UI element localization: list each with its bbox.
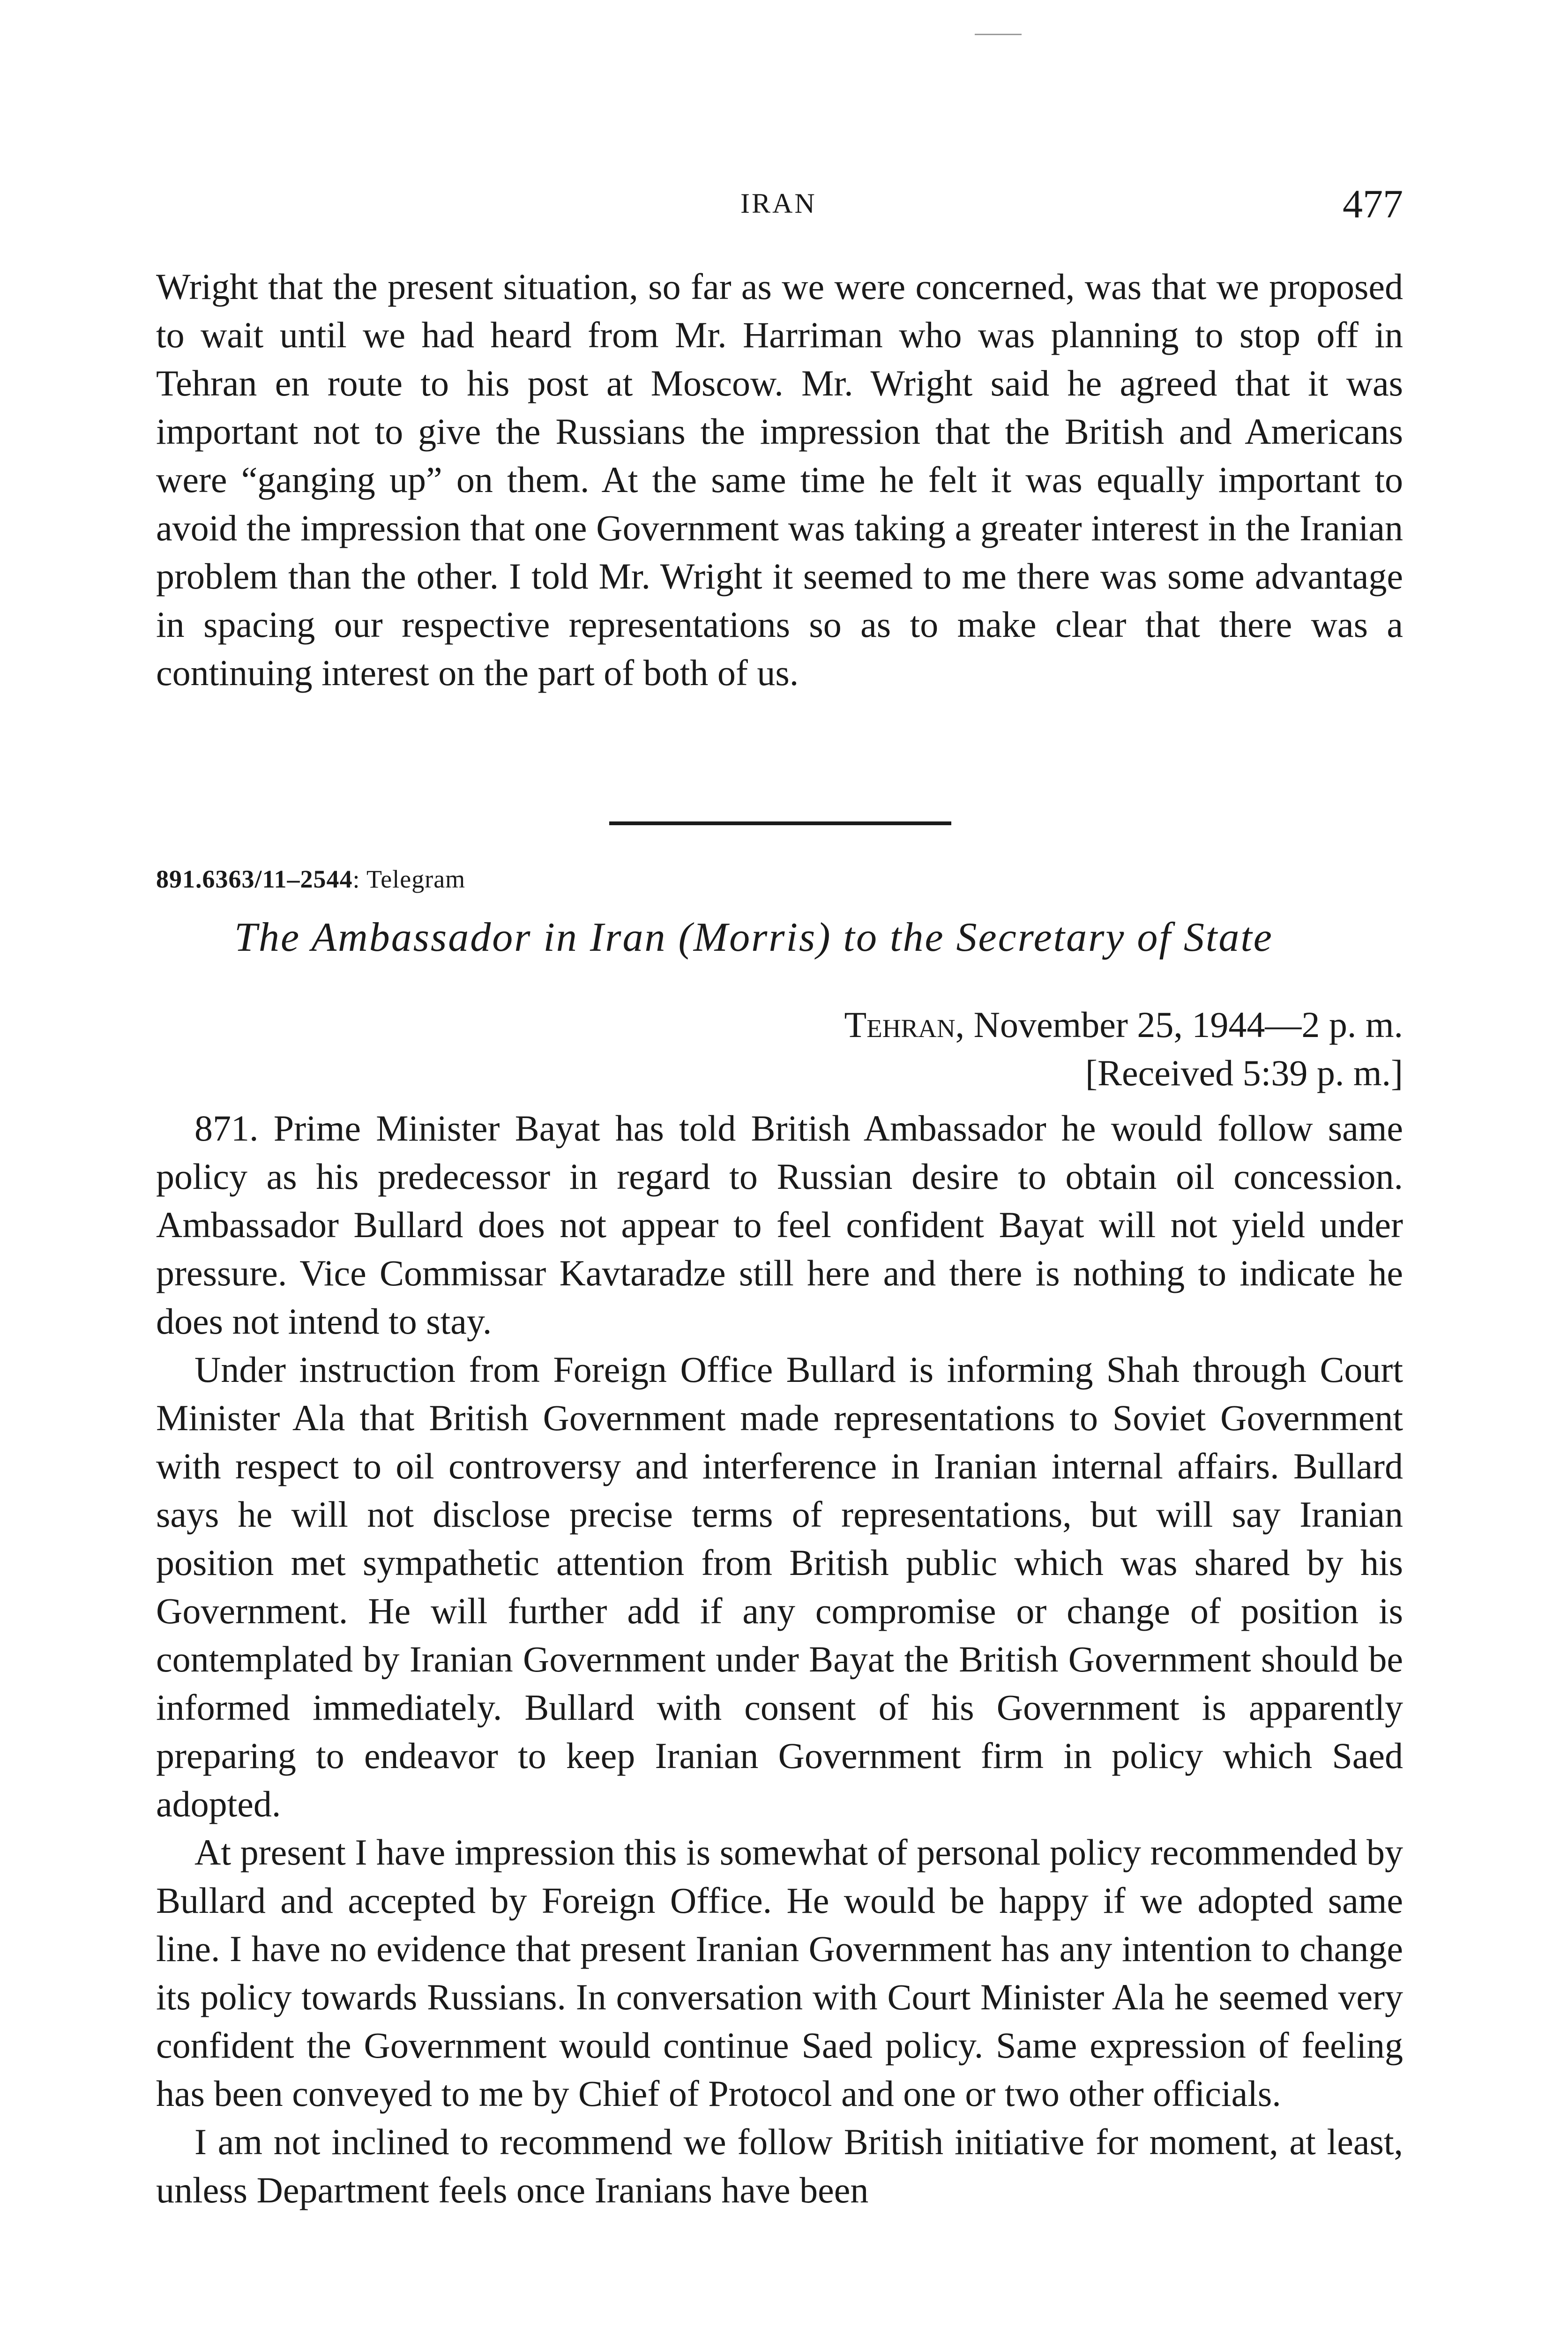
intro-paragraph: Wright that the present situation, so far as we were concerned, was that we proposed to wait until we had heard from Mr. Harriman who was planning to stop off in Tehran en route to his post at Moscow. Mr. Wright said he agreed that it was important not to give the Russians the impression that the British and Americans were “ganging up” on them. At the same time he felt it was equally important to avoid the impression that one Government was taking a greater interest in the Iranian problem than the other. I told Mr. Wright it seemed to me there was some advantage in spacing our respective representations so as to make clear that there was a continuing interest on the part of both of us. (156, 266, 1403, 693)
telegram-paragraph: Under instruction from Foreign Office Bullard is informing Shah through Court Minister Ala that British Government made representations to Soviet Government with respect to oil controversy and interference in Iranian internal affairs. Bullard says he will not disclose precise terms of representations, but will say Iranian position met sympathetic attention from British public which was shared by his Government. He will further add if any compromise or change of position is contemplated by Iranian Government under Bayat the British Government should be informed immediately. Bullard with consent of his Government is apparently preparing to endeavor to keep Iranian Government firm in policy which Saed adopted. (156, 1349, 1403, 1824)
telegram-paragraph: I am not inclined to recommend we follow British initiative for moment, at least, unless Department feels once Iranians have been (156, 2121, 1403, 2210)
dateline (844, 1000, 1403, 1097)
telegram-paragraph: 871. Prime Minister Bayat has told British Ambassador he would follow same policy as his predecessor in regard to Russian desire to obtain oil concession. Ambassador Bullard does not appear to feel confident Bayat will not yield under pressure. Vice Commissar Kavtaradze still here and there is nothing to indicate he does not intend to stay. (156, 1108, 1403, 1342)
page-top-mark (975, 34, 1022, 35)
file-number: 891.6363/11–2544 (156, 865, 353, 893)
page-number: 477 (1343, 181, 1403, 226)
telegram-body (156, 1104, 1403, 2214)
document-title: The Ambassador in Iran (Morris) to the Secretary of State (234, 915, 1273, 960)
document-reference (156, 865, 465, 894)
dateline-sent (844, 1000, 1403, 1049)
dateline-date: , November 25, 1944—2 p. m. (955, 1004, 1403, 1045)
section-divider (609, 821, 951, 825)
dateline-received: [Received 5:39 p. m.] (1085, 1052, 1403, 1093)
intro-paragraph-block (156, 262, 1403, 697)
telegram-paragraph: At present I have impression this is somewhat of personal policy recommended by Bullard and accepted by Foreign Office. He would be happy if we adopted same line. I have no evidence that present Iranian Government has any intention to change its policy towards Russians. In conversation with Court Minister Ala he seemed very confident the Government would continue Saed policy. Same expression of feeling has been conveyed to me by Chief of Protocol and one or two other officials. (156, 1832, 1403, 2114)
dateline-place: Tehran (844, 1004, 956, 1045)
running-head: IRAN (740, 188, 817, 219)
file-type: : Telegram (352, 865, 466, 893)
